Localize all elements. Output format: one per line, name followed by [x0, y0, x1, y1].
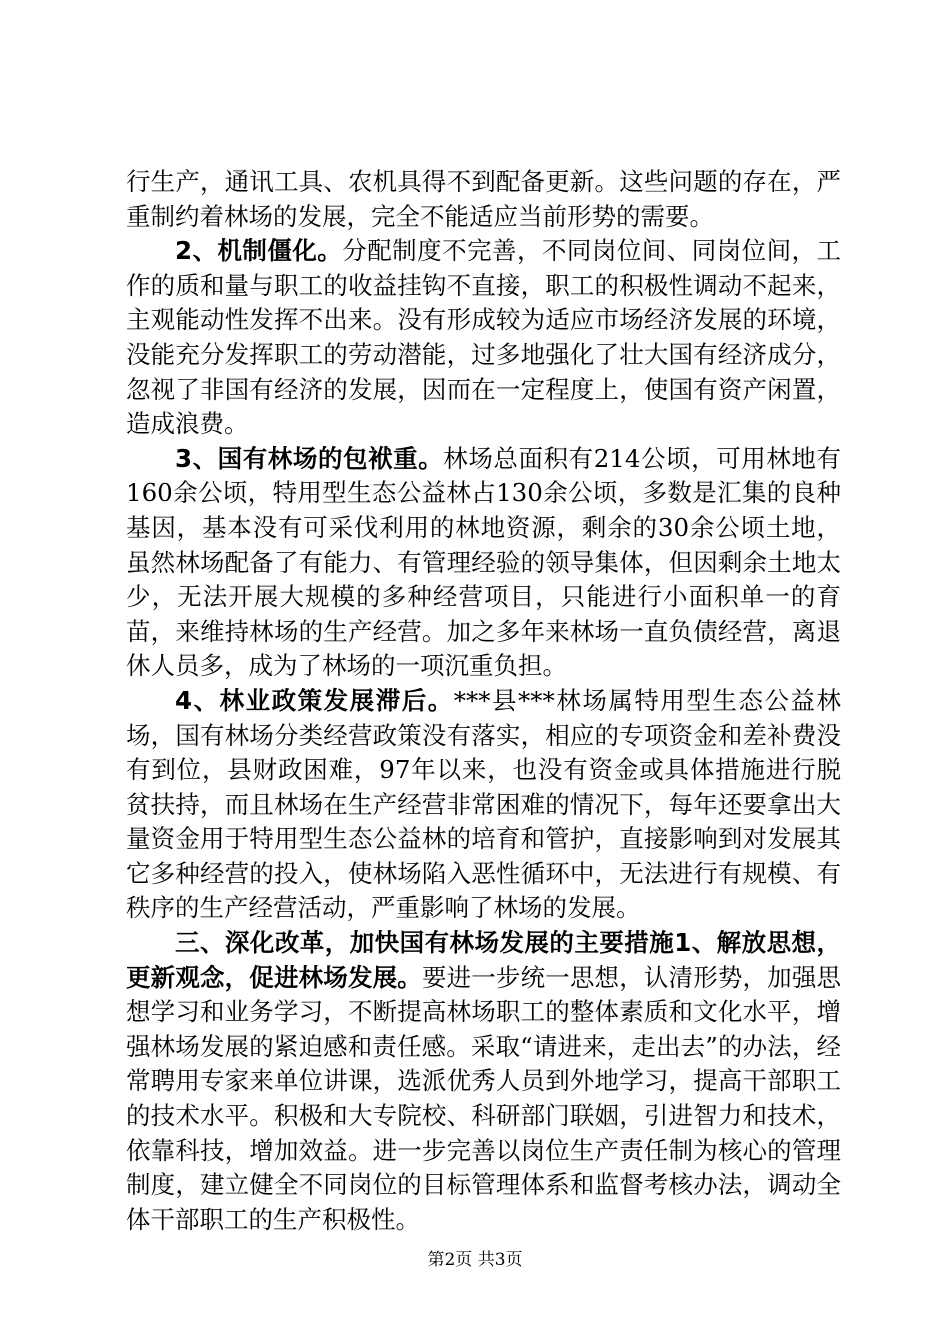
paragraph-mechanism [126, 234, 841, 442]
document-body [126, 165, 841, 1237]
paragraph-heading: 3、国有林场的包袱重。 [175, 443, 444, 473]
paragraph-text: 要进一步统一思想，认清形势，加强思想学习和业务学习，不断提高林场职工的整体素质和文化水平，增强林场发展的紧迫感和责任感。采取“请进来，走出去”的办法，经常聘用专家来单位讲课，选派优秀人员到外地学习，提高干部职工的技术水平。积极和大专院校、科研部门联姻，引进智力和技术，依靠科技，增加效益。进一步完善以岗位生产责任制为核心的管理制度，建立健全不同岗位的目标管理体系和监督考核办法，调动全体干部职工的生产积极性。 [126, 962, 842, 1234]
paragraph-text: 林场总面积有214公顷，可用林地有160余公顷，特用型生态公益林占130余公顷，多数是汇集的良种基因，基本没有可采伐利用的林地资源，剩余的30余公顷土地，虽然林场配备了有能力、有管理经验的领导集体，但因剩余土地太少，无法开展大规模的多种经营项目，只能进行小面积单一的育苗，来维持林场的生产经营。加之多年来林场一直负债经营，离退休人员多，成为了林场的一项沉重负担。 [126, 443, 842, 681]
page-number-footer: 第2页 共3页 [427, 1250, 523, 1270]
paragraph-heading: 2、机制僵化。 [175, 236, 343, 266]
paragraph-text: ***县***林场属特用型生态公益林场，国有林场分类经营政策没有落实，相应的专项资金和差补费没有到位，县财政困难，97年以来，也没有资金或具体措施进行脱贫扶持，而且林场在生产经营非常困难的情况下，每年还要拿出大量资金用于特用型生态公益林的培育和管护，直接影响到对发展其它多种经营的投入，使林场陷入恶性循环中，无法进行有规模、有秩序的生产经营活动，严重影响了林场的发展。 [126, 685, 842, 923]
paragraph-policy [126, 684, 841, 926]
paragraph-burden [126, 442, 841, 684]
paragraph-text: 行生产，通讯工具、农机具得不到配备更新。这些问题的存在，严重制约着林场的发展，完全不能适应当前形势的需要。 [126, 167, 841, 231]
paragraph-heading: 三、深化改革，加快国有林场发展的主要措施1、解放思想，更新观念，促进林场发展。 [126, 928, 841, 992]
paragraph-measures [126, 926, 841, 1237]
paragraph-text: 分配制度不完善，不同岗位间、同岗位间，工作的质和量与职工的收益挂钩不直接，职工的积极性调动不起来，主观能动性发挥不出来。没有形成较为适应市场经济发展的环境，没能充分发挥职工的劳动潜能，过多地强化了壮大国有经济成分，忽视了非国有经济的发展，因而在一定程度上，使国有资产闲置，造成浪费。 [126, 236, 841, 439]
paragraph-continuation [126, 165, 841, 234]
paragraph-heading: 4、林业政策发展滞后。 [175, 685, 454, 715]
